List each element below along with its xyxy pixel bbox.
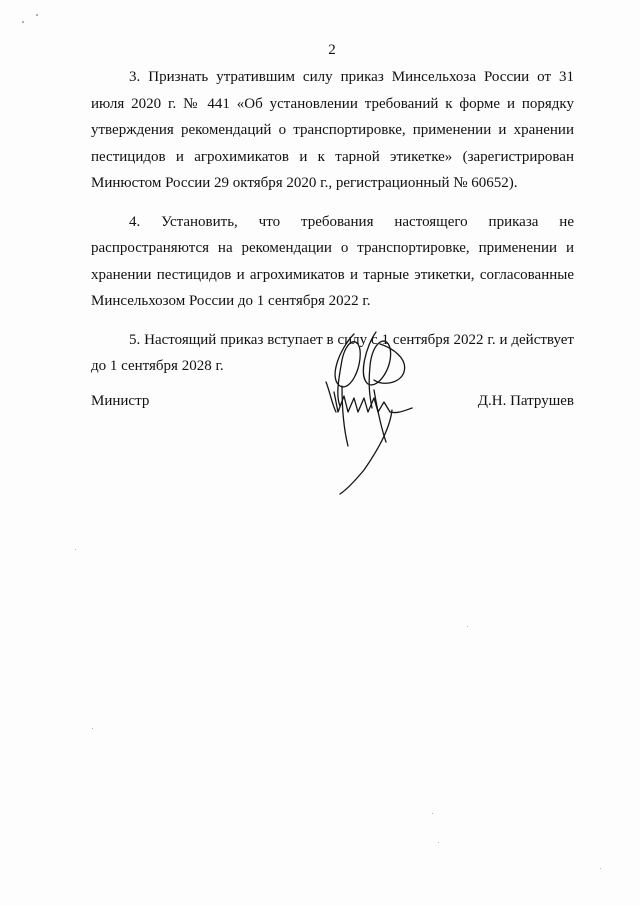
paragraph-4: 4. Установить, что требования настоящего приказа не распространяются на рекомендации о транспортировке, применении и хранении пестицидов и агрохимикатов и тарные этикетки, согласованные Минсельхозом России до 1 сентября 2022 г.: [91, 213, 574, 309]
scan-speck: [438, 842, 439, 843]
page-number: 2: [328, 42, 336, 58]
paragraph-3: 3. Признать утратившим силу приказ Минсельхоза России от 31 июля 2020 г. № 441 «Об установлении требований к форме и порядку утверждения рекомендаций о транспортировке, применении и хранении пестицидов и агрохимикатов и к тарной этикетке» (зарегистрирован Минюстом России 29 октября 2020 г., регистрационный № 60652).: [91, 69, 574, 191]
scan-speck: [600, 868, 601, 869]
scan-speck: [92, 728, 93, 729]
handwritten-signature: [318, 326, 418, 496]
minister-name: Д.Н. Патрушев: [477, 393, 574, 409]
scan-speck: [467, 626, 468, 627]
scan-speck: [75, 549, 76, 550]
scan-speck: [36, 14, 38, 16]
minister-title: Министр: [91, 393, 150, 409]
scan-speck: [22, 21, 24, 23]
scan-speck: [432, 813, 433, 814]
paragraph-5: 5. Настоящий приказ вступает в силу с 1 сентября 2022 г. и действует до 1 сентября 2028 г.: [91, 331, 574, 374]
